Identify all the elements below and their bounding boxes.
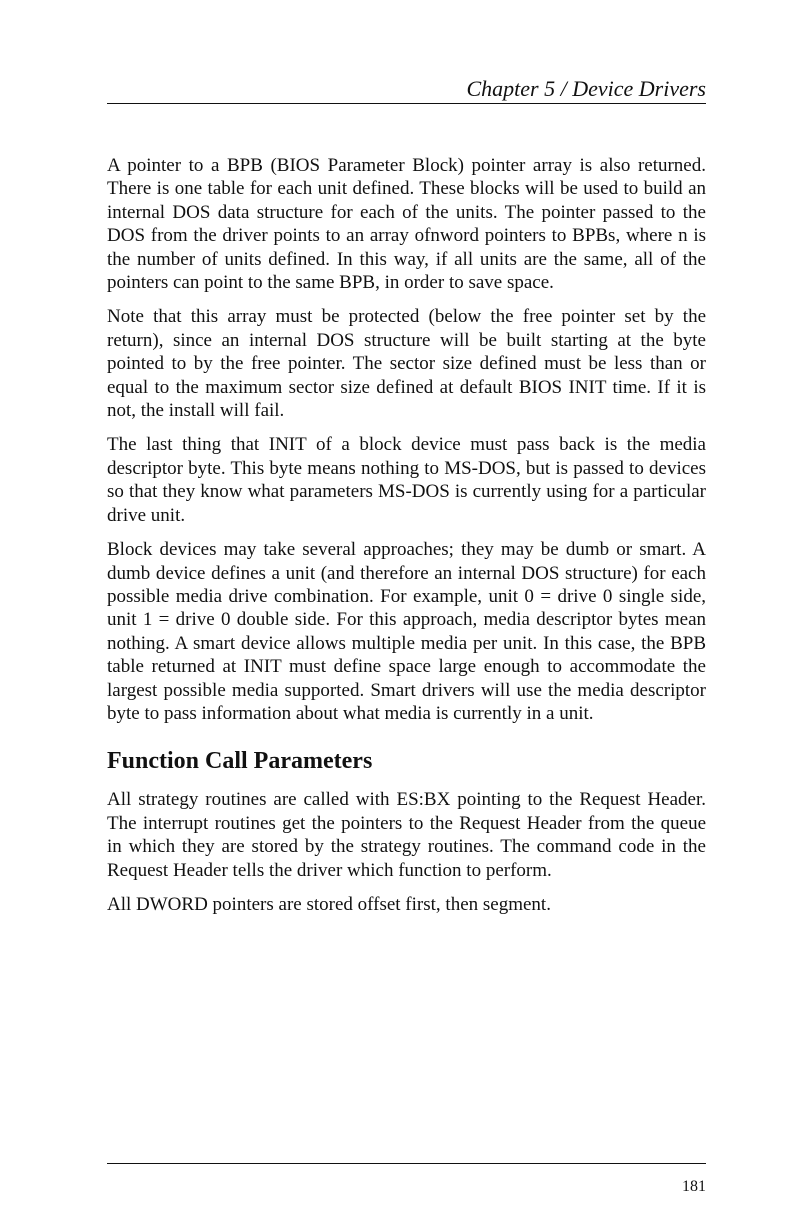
paragraph-dword-pointers: All DWORD pointers are stored offset first, then segment.: [107, 893, 551, 915]
footer-rule: [107, 1163, 706, 1164]
paragraph-strategy-routines: All strategy routines are called with ES:BX pointing to the Request Header. The interrupt routines get the pointers to the Request Header from the queue in which they are stored by the strategy routines. The command code in the Request Header tells the driver which function to perform.: [107, 789, 706, 881]
paragraph-media-descriptor: The last thing that INIT of a block device must pass back is the media descriptor byte. This byte means nothing to MS-DOS, but is passed to devices so that they know what parameters MS-DOS is currently using for a particular drive unit.: [107, 434, 706, 526]
paragraph-bpb-pointer: A pointer to a BPB (BIOS Parameter Block) pointer array is also returned. There is one table for each unit defined. These blocks will be used to build an internal DOS data structure for each of the units. The pointer passed to the DOS from the driver points to an array ofnword pointers to BPBs, where n is the number of units defined. In this way, if all units are the same, all of the pointers can point to the same BPB, in order to save space.: [107, 155, 706, 294]
page-number: 181: [682, 1178, 706, 1195]
running-head: Chapter 5 / Device Drivers: [466, 76, 706, 101]
paragraph-block-devices: Block devices may take several approaches; they may be dumb or smart. A dumb device defines a unit (and therefore an internal DOS structure) for each possible media drive combination. For example, unit 0 = drive 0 single side, unit 1 = drive 0 double side. For this approach, media descriptor bytes mean nothing. A smart device allows multiple media per unit. In this case, the BPB table returned at INIT must define space large enough to accommodate the largest possible media supported. Smart drivers will use the media descriptor byte to pass information about what media is currently in a unit.: [107, 539, 706, 724]
section-heading: Function Call Parameters: [107, 748, 373, 775]
paragraph-array-protection: Note that this array must be protected (below the free pointer set by the return), since an internal DOS structure will be built starting at the byte pointed to by the free pointer. The sector size defined must be less than or equal to the maximum sector size defined at default BIOS INIT time. If it is not, the install will fail.: [107, 306, 706, 422]
header-rule: [107, 103, 706, 104]
page-body: [107, 154, 706, 916]
